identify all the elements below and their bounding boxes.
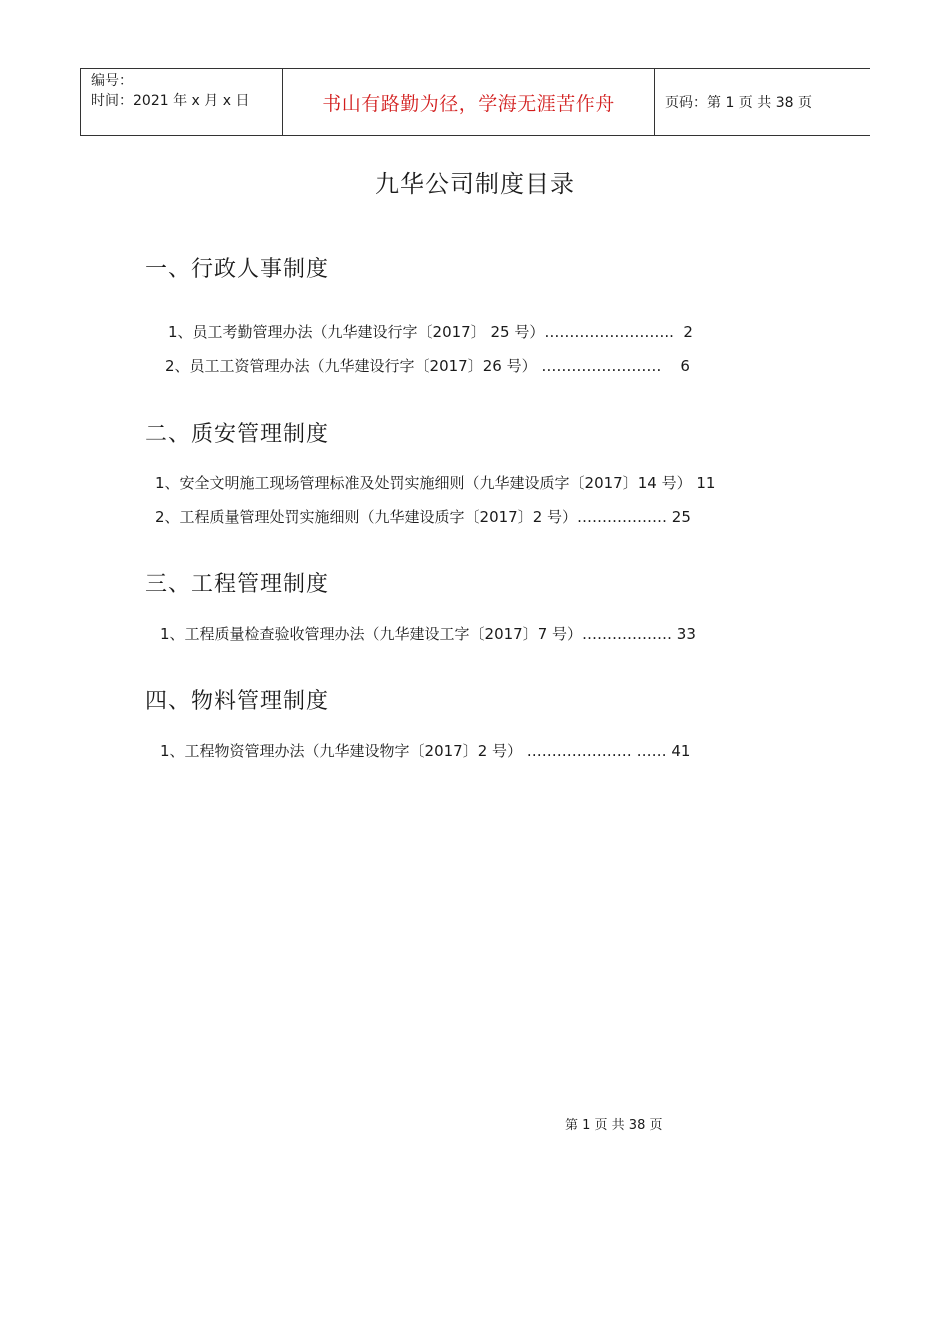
motto-text: 书山有路勤为径，学海无涯苦作舟 [322,92,615,115]
footer-page-number: 第 1 页 共 38 页 [565,1118,663,1133]
section-heading-quality-safety: 二、质安管理制度 [145,422,330,447]
toc-entry[interactable]: 2、工程质量管理处罚实施细则（九华建设质字〔2017〕2 号）……………… 25 [155,508,691,526]
toc-entry[interactable]: 1、工程质量检查验收管理办法（九华建设工字〔2017〕7 号）……………… 33 [160,625,696,643]
header-meta-cell [81,69,283,135]
section-heading-materials: 四、物料管理制度 [145,689,330,714]
section-heading-engineering: 三、工程管理制度 [145,572,330,597]
toc-entry[interactable]: 1、工程物资管理办法（九华建设物字〔2017〕2 号） ………………… …… 41 [160,742,691,760]
header-table [80,68,870,136]
toc-entry[interactable]: 1、安全文明施工现场管理标准及处罚实施细则（九华建设质字〔2017〕14 号） 11 [155,474,716,492]
header-page-cell [655,69,870,135]
toc-entry[interactable]: 2、员工工资管理办法（九华建设行字〔2017〕26 号） …………………… 6 [165,357,690,375]
page-title: 九华公司制度目录 [375,170,575,198]
section-heading-admin: 一、行政人事制度 [145,257,330,282]
header-motto-cell [283,69,655,135]
toc-entry[interactable]: 1、员工考勤管理办法（九华建设行字〔2017〕 25 号）…………………….. 2 [168,323,693,341]
document-number-label: 编号： [91,73,133,89]
document-date-label: 时间：2021 年 x 月 x 日 [91,93,250,109]
header-page-info: 页码：第 1 页 共 38 页 [665,95,812,111]
